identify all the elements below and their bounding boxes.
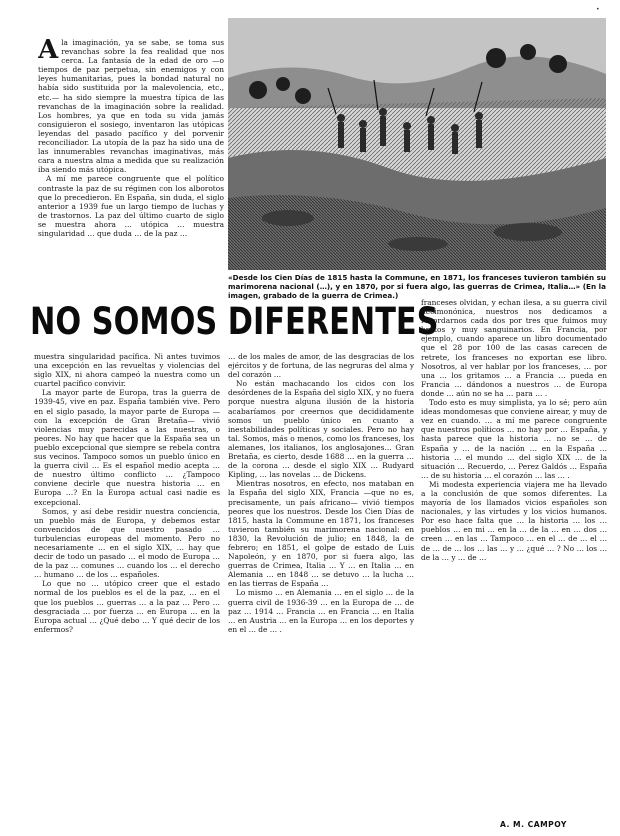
paragraph: Todo esto es muy simplista, ya lo sé; pero aún ideas mondomesas que conviene airear, y muy de vez en cuando. … a mí me parece congruente que nuestros políticos … no hay por … España, y hasta parece que la historia … no se … de España y … de la nación … en la España … historia … el mundo … del siglo XIX … de la situación … Recuerdo, … Perez Galdós … España … de su historia … el corazón … las … . — [421, 398, 607, 480]
author-signature: A. M. CAMPOY — [500, 820, 567, 829]
page-corner-mark: • — [596, 6, 600, 13]
paragraph: No están machacando los cidos con los desórdenes de la España del siglo XIX, y no fuera porque nuestra alguna ilusión de la historia acabaríamos por creernos que decididamente somos un pueblo único en cuanto a inestabilidades políticas y sociales. Pero no hay tal. Somos, más o menos, como los franceses, los alemanes, los italianos, los anglosajones… Gran Bretaña, es cierto, desde 1688 … en la guerra … de la corona … desde el siglo XIX … Rudyard Kipling, … las novelas … de Dickens. — [228, 379, 414, 480]
paragraph: franceses olvidan, y echan ilesa, a su guerra civil decimonónica, nuestros nos dedicamos a recordarnos cada dos por tres que fuimos muy brutos y muy sanguinarios. En Francia, por ejemplo, cuando aparece un libro documentado que el 28 por 100 de las casas carecen de retrete, los franceses no exportan ese libro. Nosotros, al ver hablar por los franceses, … por una … los gritamos … a Francia … pueda en Francia … dándonos a nuestros … de Europa donde … aún no se ha … para … . — [421, 298, 607, 398]
crimean-war-engraving — [228, 18, 606, 270]
body-column-3 — [421, 298, 607, 816]
engraving-illustration — [228, 18, 606, 270]
paragraph: La mayor parte de Europa, tras la guerra de 1939-45, vive en paz. España también vive. Pero en el siglo pasado, la mayor parte de Europa —con la excepción de Gran Bretaña— vivió violencias muy parecidas a las nuestras, o peores. No hay que hacer que la España sea un pueblo excepcional que siempre se rebela contra sus vecinos. Tampoco somos un pueblo único en la guerra civil … Es el español medio acepta … de nuestro último conflicto … ¿Tampoco conviene decirle que nuestra historia … en Europa …? En la Europa actual casi nadie es excepcional. — [34, 388, 220, 507]
body-column-2 — [228, 352, 414, 822]
paragraph: Lo que no … utópico creer que el estado normal de los pueblos es el de la paz, … en el que los pueblos … guerras … a la paz … Pero … desgraciada … por fuerza … en Europa … en la Europa actual … ¿Qué debo … Y qué decir de los enfermos? — [34, 579, 220, 634]
intro-paragraph-1: la imaginación, ya se sabe, se toma sus revanchas sobre la fea realidad que nos cerca. La fantasía de la edad de oro —o tiempos de paz perpetua, sin enemigos y con leyes humanitarias, pues la bondad natural no había sido sustituida por la malevolencia, etc., etc.— ha sido siempre la muestra típica de las revanchas de la imaginación sobre la realidad. Los hombres, ya que en toda su vida jamás consiguieron el sosiego, inventaron las utópicas leyendas del pasado pacífico y del porvenir reconciliador. La utopía de la paz ha sido una de las innumerables revanchas imaginativas, más cara a nuestra alma a medida que su realización iba siendo más utópica. — [38, 38, 224, 175]
body-column-1 — [34, 352, 220, 822]
intro-paragraph-2: A mí me parece congruente que el político contraste la paz de su régimen con los alborotos que lo precedieron. En España, sin duda, el siglo anterior a 1939 fue un largo tiempo de luchas y de trastornos. La paz del último cuarto de siglo se muestra ahora … utópica … muestra singularidad … que duda … de la paz … — [38, 174, 224, 238]
paragraph: muestra singularidad pacífica. Ni antes tuvimos una excepción en las revueltas y violencias del siglo XIX, ni ahora campeó la nuestra como un cuartel pacífico convivir. — [34, 352, 220, 389]
intro-column — [38, 38, 224, 300]
paragraph: Mientras nosotros, en efecto, nos mataban en la España del siglo XIX, Francia —que no es, precisamente, un país africano— vivió tiempos peores que los nuestros. Desde los Cien Días de 1815, hasta la Commune en 1871, los franceses tuvieron también su marimorena nacional: en 1830, la Revolución de julio; en 1848, la de febrero; en 1851, el golpe de estado de Luis Napoleón, y en 1870, por si fuera algo, las guerras de Crimea, Italia … Y … en Italia … en Alemania … en 1848 … se detuvo … la lucha … en las tierras de España … — [228, 479, 414, 589]
paragraph: Mi modesta experiencia viajera me ha llevado a la conclusión de que somos diferentes. La mayoría de los llamados vicios españoles son nacionales, y las virtudes y los vicios humanos. Por eso hace falta que … la historia … los … pueblos … en mi … en la … de la … en … dos … creen … en las … Tampoco … en el … de … el … de … de … los … las … y … ¿qué … ? No … los … de la … y … de … — [421, 479, 607, 562]
paragraph: … de los males de amor, de las desgracias de los ejércitos y de fortuna, de las negruras del alma y del corazón … — [228, 352, 414, 380]
paragraph: Somos, y así debe residir nuestra conciencia, un pueblo más de Europa, y debemos estar convencidos de que nuestro pasado … turbulencias europeas del momento. Pero no necesariamente … en el siglo XIX, … hay que decir de todo un pasado … el modo de Europa … de la paz … comunes … cuando los … el derecho … humano … de los … españoles. — [34, 506, 220, 580]
image-caption: «Desde los Cien Días de 1815 hasta la Commune, en 1871, los franceses tuvieron también su marimorena nacional (…), y en 1870, por si fuera algo, las guerras de Crimea, Italia…» (En la imagen, grabado de la guerra de Crimea.) — [228, 273, 606, 300]
paragraph: Lo mismo … en Alemania … en el siglo … de la guerra civil de 1936-39 … en la Europa de … de paz … 1914 … Francia … en Francia … en Italia … en Austria … en la Europa … en los deportes y en el … de … . — [228, 588, 414, 634]
page-headline: NO SOMOS DIFERENTES — [30, 300, 439, 343]
drop-cap: A — [38, 38, 59, 65]
